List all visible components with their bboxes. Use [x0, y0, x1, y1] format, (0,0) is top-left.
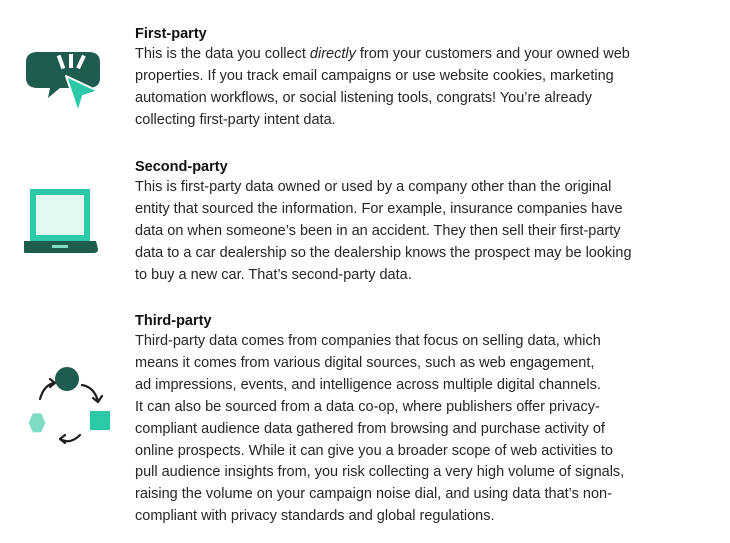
section-title: Third-party	[135, 313, 212, 329]
section-title: First-party	[135, 26, 207, 42]
section-body: This is first-party data owned or used by a company other than the original entity that sourced the information. For example, insurance companies have data on when someone’s been in an accident. They then sell their first-party data to a car dealership so the dealership knows the prospect may be looking to buy a new car. That’s second-party data.	[135, 179, 632, 283]
laptop-icon	[24, 187, 104, 257]
shapes-cycle-icon	[20, 363, 114, 449]
section-title: Second-party	[135, 159, 228, 175]
section-body: This is the data you collect directly from your customers and your owned web properties. If you track email campaigns or use website cookies, marketing automation workflows, or social listening tools, congrats! You’re already collecting first-party intent data.	[135, 46, 630, 128]
speech-bubble-cursor-icon	[20, 44, 105, 124]
section-body: Third-party data comes from companies that focus on selling data, which means it comes from various digital sources, such as web engagement, ad impressions, events, and intelligence across multiple digital channels. It can also be sourced from a data co-op, where publishers offer privacy- compliant audience data gathered from browsing and purchase activity of online prospects. While it can give you a broader scope of web activities to pull audience insights from, you risk collecting a very high volume of signals, raising the volume on your campaign noise dial, and using data that’s non- compliant with privacy standards and global regulations.	[135, 333, 625, 525]
